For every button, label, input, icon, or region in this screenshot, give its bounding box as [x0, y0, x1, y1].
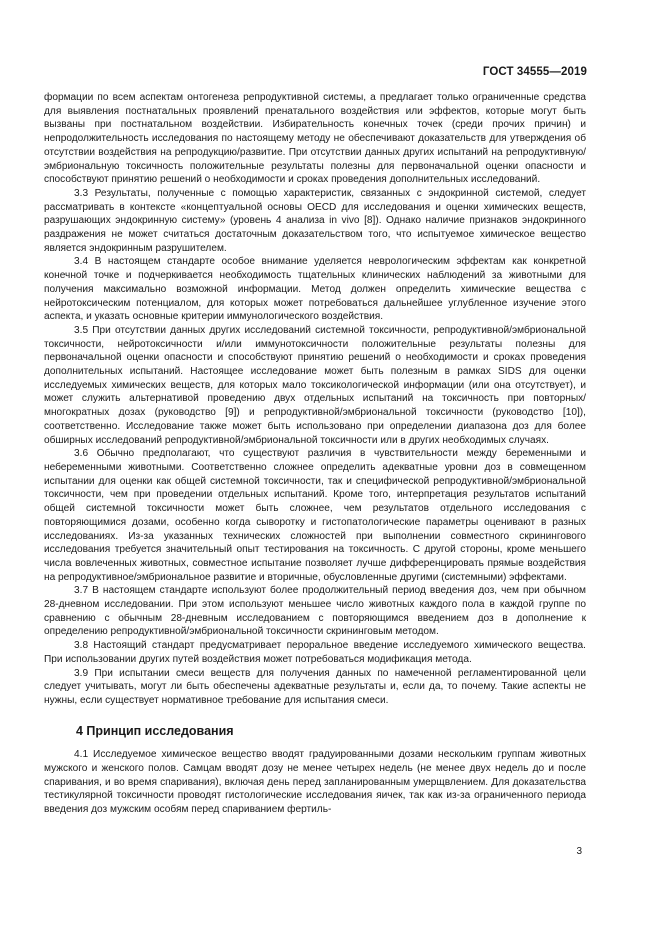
section-title: 4 Принцип исследования	[76, 723, 234, 738]
paragraph-3-5: 3.5 При отсутствии данных других исследований системной токсичности, репродуктивной/эмбриональной токсичности, нейротоксичности и/или иммунотоксичности положительные результаты полезны для первоначальной оценки опасности и способствуют принятию решений о необходимости и сроках проведения дополнительных испытаний. Настоящее исследование может быть полезным в рамках SIDS для оценки исследуемых химических веществ, для которых мало токсикологической информации (или она отсутствует), и может служить альтернативой проведению двух отдельных испытаний на токсичность при повторных/многократных дозах (руководство [9]) и репродуктивной/эмбриональной токсичности (руководство [10]), соответственно. Исследование также может быть использовано при определении диапазона доз для более обширных исследований репродуктивной/эмбриональной токсичности или в других необходимых случаях.	[44, 324, 586, 446]
paragraph-3-9: 3.9 При испытании смеси веществ для получения данных по намеченной регламентированной цели следует учитывать, могут ли быть обеспечены адекватные результаты и, если да, то почему. Такие аспекты не нужны, если существует нормативное требование для испытания смеси.	[44, 667, 586, 706]
paragraph-3-7: 3.7 В настоящем стандарте используют более продолжительный период введения доз, чем при обычном 28-дневном исследовании. При этом используют меньшее число животных каждого пола в каждой группе по сравнению с обычным 28-дневным исследованием с повторяющимся введением доз в дополнение к определению репродуктивной/эмбриональной токсичности скрининговым методом.	[44, 585, 586, 638]
paragraph-4-1: 4.1 Исследуемое химическое вещество вводят градуированными дозами нескольким группам животных мужского и женского полов. Самцам вводят дозу не менее четырех недель (не менее двух недель до и после спаривания, и во время спаривания), включая день перед запланированным умерщвлением. Для доказательства тестикулярной токсичности проводят гистологические исследования яичек, так как из-за ограниченного периода введения доз мужским особям перед спариванием фертиль-	[44, 749, 586, 816]
paragraph-3-8: 3.8 Настоящий стандарт предусматривает пероральное введение исследуемого химического вещества. При использовании других путей воздействия может потребоваться модификация метода.	[44, 640, 586, 665]
paragraph-continuation: формации по всем аспектам онтогенеза репродуктивной системы, а предлагает только ограниченные средства для выявления постнатальных проявлений пренатального воздействия или эффектов, которые могут быть вызваны при постнатальном воздействии. Избирательность конечных точек (среди прочих причин) и непродолжительность исследования по настоящему методу не обеспечивают доказательств для утверждения об отсутствии воздействия на репродукцию/развитие. При отсутствии данных других испытаний на репродуктивную/эмбриональную токсичность положительные результаты полезны для первоначальной оценки опасности и способствуют принятию решений о необходимости и сроках проведения дополнительных исследований.	[44, 92, 586, 186]
page-number: 3	[576, 846, 582, 857]
paragraph-3-3: 3.3 Результаты, полученные с помощью характеристик, связанных с эндокринной системой, следует рассматривать в контексте «концептуальной основы OECD для исследования и оценки химических веществ, разрушающих эндокринную систему» (уровень 4 анализа in vivo [8]). Однако наличие признаков эндокринного раздражения не может считаться достаточным доказательством того, что испытуемое химическое вещество является эндокринным разрушителем.	[44, 187, 586, 254]
paragraph-3-4: 3.4 В настоящем стандарте особое внимание уделяется неврологическим эффектам как конкретной конечной точке и подчеркивается необходимость тщательных клинических наблюдений за животными для получения максимально возможной информации. Метод должен определить химические вещества с нейротоксическим потенциалом, для которых может потребоваться дальнейшее углубленное изучение этого аспекта, и указать основные критерии иммунологического воздействия.	[44, 256, 586, 323]
paragraph-3-6: 3.6 Обычно предполагают, что существуют различия в чувствительности между беременными и небеременными животными. Соответственно сложнее определить адекватные уровни доз в совмещенном испытании для оценки как общей системной токсичности, так и специфической репродуктивной/эмбриональной токсичности, чем при проведении отдельных испытаний. Кроме того, интерпретация результатов испытаний общей системной токсичности может быть сложнее, чем результатов отдельного исследования с повторяющимися дозами, особенно когда сыворотку и гистопатологические параметры оценивают в разных исследованиях. Из-за указанных технических сложностей при выполнении совместного скринингового исследования требуется значительный опыт тестирования на токсичность. С другой стороны, кроме меньшего числа вовлеченных животных, совместное испытание позволяет лучше дифференцировать прямые воздействия на репродуктивное/эмбриональное развитие и вторичные, обусловленные другими (системными) эффектами.	[44, 448, 586, 583]
page-content	[44, 91, 586, 817]
standard-header: ГОСТ 34555—2019	[482, 66, 587, 78]
